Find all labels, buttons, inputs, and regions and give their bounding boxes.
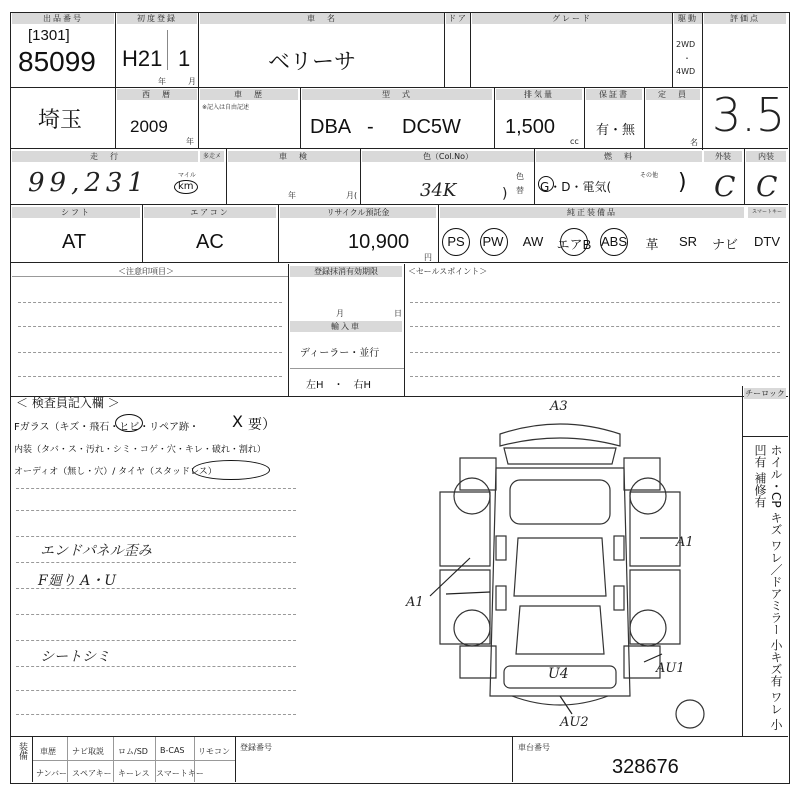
mark-a1-left: A1 <box>406 595 424 610</box>
equip-sr: SR <box>678 234 698 249</box>
mileage-header: 走 行 <box>12 151 198 162</box>
audio-tire-line: オーディオ（無し・穴）/ タイヤ（スタッドレス） <box>14 467 217 477</box>
chassis-label: 車台番号 <box>518 743 550 752</box>
warranty-header: 保証書 <box>586 89 642 100</box>
glass-stone-circle <box>115 414 143 432</box>
car-name: ベリーサ <box>268 50 357 75</box>
expiry-month: 月 <box>336 309 344 318</box>
expiry-header: 登録抹消有効期限 <box>290 266 402 277</box>
shaken-header: 車 検 <box>228 151 360 162</box>
note-end-panel: エンドパネル歪み <box>40 543 152 559</box>
exterior-grade: C <box>714 170 736 203</box>
aircon-header: エアコン <box>144 207 276 218</box>
region: 埼玉 <box>38 108 83 133</box>
mark-a1-right: A1 <box>676 535 694 550</box>
footer-item-keyless: キーレス <box>118 769 150 778</box>
inspector-title: ＜ 検査員記入欄 ＞ <box>16 396 120 410</box>
equip-navi: ナビ <box>711 237 738 252</box>
note-seat: シートシミ <box>40 649 110 665</box>
recycle-header: リサイクル預託金 <box>280 207 436 218</box>
mileage-unit-km: km <box>174 180 198 194</box>
drive-4wd: 4WD <box>676 67 696 76</box>
reg-year-unit: 年 <box>158 77 166 86</box>
checker-header: チーロック <box>745 389 785 398</box>
equip-pw-circle <box>480 228 508 256</box>
model-prefix: DBA <box>310 116 352 138</box>
reg-month: 1 <box>178 46 191 71</box>
model-code: DC5W <box>402 116 461 138</box>
footer-item-bcas: B-CAS <box>160 746 185 755</box>
displacement-unit: cc <box>570 137 579 146</box>
first-reg-header: 初度登録 <box>117 13 197 24</box>
note-front: F廻り A・U <box>38 573 117 589</box>
shift-header: シフト <box>12 207 140 218</box>
equip-dtv: DTV <box>754 234 780 249</box>
history-note: ※記入は自由記述 <box>202 104 250 111</box>
door-header: ドア <box>446 13 470 24</box>
mileage-unit-mile: マイル <box>178 172 196 179</box>
glass-mark: X <box>232 412 243 431</box>
hand-drive: 左H ・ 右H <box>306 380 372 391</box>
equip-ps-circle <box>442 228 470 256</box>
expiry-day: 日 <box>394 309 402 318</box>
footer-item-remote: リモコン <box>198 747 230 756</box>
equip-abs: ABS <box>600 234 627 249</box>
interior-grade: C <box>756 170 778 203</box>
interior-line: 内装（タバ・ス・汚れ・シミ・コゲ・穴・キレ・破れ・割れ） <box>14 445 266 455</box>
equip-aw: AW <box>522 234 544 249</box>
meter-header: 多走メ <box>200 151 224 162</box>
warranty: 有・無 <box>596 123 636 138</box>
grade-header: グレード <box>472 13 672 24</box>
score-header: 評価点 <box>704 13 786 24</box>
listing-number: 85099 <box>18 46 96 77</box>
footer-item-navi-manual: ナビ取説 <box>72 747 104 756</box>
equip-abs-circle <box>600 228 628 256</box>
smartkey-header: スマートキー <box>748 207 786 218</box>
drive-header: 駆動 <box>674 13 702 24</box>
car-damage-diagram <box>400 396 740 736</box>
fuel-other-label: その他 <box>640 172 659 179</box>
year-header: 西 暦 <box>117 89 197 100</box>
model-year-unit: 年 <box>186 137 194 146</box>
footer-extra-label: 装備 <box>17 742 27 760</box>
mileage: 99,231 <box>28 168 149 198</box>
equip-airbag: エアB <box>556 237 592 252</box>
mark-a3: A3 <box>550 399 568 414</box>
equip-ps: PS <box>447 234 465 249</box>
listing-no-header: 出品番号 <box>12 13 114 24</box>
shift: AT <box>62 231 87 253</box>
studless-circle <box>192 460 270 480</box>
lane-number: [1301] <box>28 27 70 44</box>
fuel-header: 燃 料 <box>536 151 702 162</box>
equip-leather: 革 <box>645 237 659 252</box>
footer-item-smartkey: スマートキー <box>156 769 204 778</box>
color-header: 色（Col.No） <box>362 151 534 162</box>
chassis-number: 328676 <box>612 756 679 778</box>
glass-line: Fガラス（キズ・飛石・ヒビ・リペア跡・ <box>14 422 200 433</box>
color-change-label: 色替 <box>516 172 524 195</box>
dealer-parallel: ディーラー・並行 <box>300 348 380 359</box>
drive-2wd: 2WD <box>676 40 696 49</box>
fuel-options: G・D・電気( <box>540 180 612 194</box>
import-header: 輸入車 <box>290 321 402 332</box>
mark-au2: AU2 <box>560 715 589 730</box>
reg-era-year: H21 <box>122 46 163 71</box>
aircon: AC <box>196 231 224 253</box>
caution-label: ＜注意印項目＞ <box>118 267 174 276</box>
model-dash: - <box>367 116 374 138</box>
equip-airbag-circle <box>560 228 588 256</box>
score: 3.5 <box>712 88 786 142</box>
equip-pw: PW <box>482 234 504 249</box>
side-vertical-text: ホイル・CP キズ ワレ／ドアミラー 小キズ有 ワレ 小凹有 補修有 <box>753 444 783 731</box>
fuel-close: ) <box>678 170 687 195</box>
recycle-fee: 10,900 <box>348 231 410 253</box>
sales-label: ＜セールスポイント＞ <box>408 267 488 276</box>
reg-month-unit: 月 <box>188 77 196 86</box>
history-header: 車 歴 <box>200 89 298 100</box>
interior-header: 内装 <box>746 151 786 162</box>
footer-item-history: 車歴 <box>40 747 56 756</box>
exterior-header: 外装 <box>704 151 742 162</box>
footer-item-spare-key: スペアキー <box>72 769 112 778</box>
displacement: 1,500 <box>505 116 556 138</box>
shaken-year-unit: 年 <box>288 191 296 200</box>
capacity-header: 定 員 <box>646 89 700 100</box>
shaken-month-unit: 月( <box>346 191 358 200</box>
glass-required: 要） <box>248 417 276 433</box>
reg-number-label: 登録番号 <box>240 743 272 752</box>
capacity-unit: 名 <box>690 138 698 147</box>
displacement-header: 排気量 <box>496 89 582 100</box>
footer-item-number: ナンバー <box>36 769 68 778</box>
car-name-header: 車 名 <box>200 13 444 24</box>
mark-au1: AU1 <box>656 661 685 676</box>
mark-u4: U4 <box>548 666 569 682</box>
color-close: ) <box>502 186 508 202</box>
drive-dot: ・ <box>683 54 691 63</box>
footer-item-rom-sd: ロム/SD <box>118 747 148 756</box>
model-header: 型 式 <box>302 89 492 100</box>
equipment-header: 純正装備品 <box>440 207 744 218</box>
fuel-g-circle <box>538 176 554 192</box>
model-year: 2009 <box>130 117 168 136</box>
recycle-unit: 円 <box>424 253 432 262</box>
color-code: 34K <box>420 180 457 201</box>
